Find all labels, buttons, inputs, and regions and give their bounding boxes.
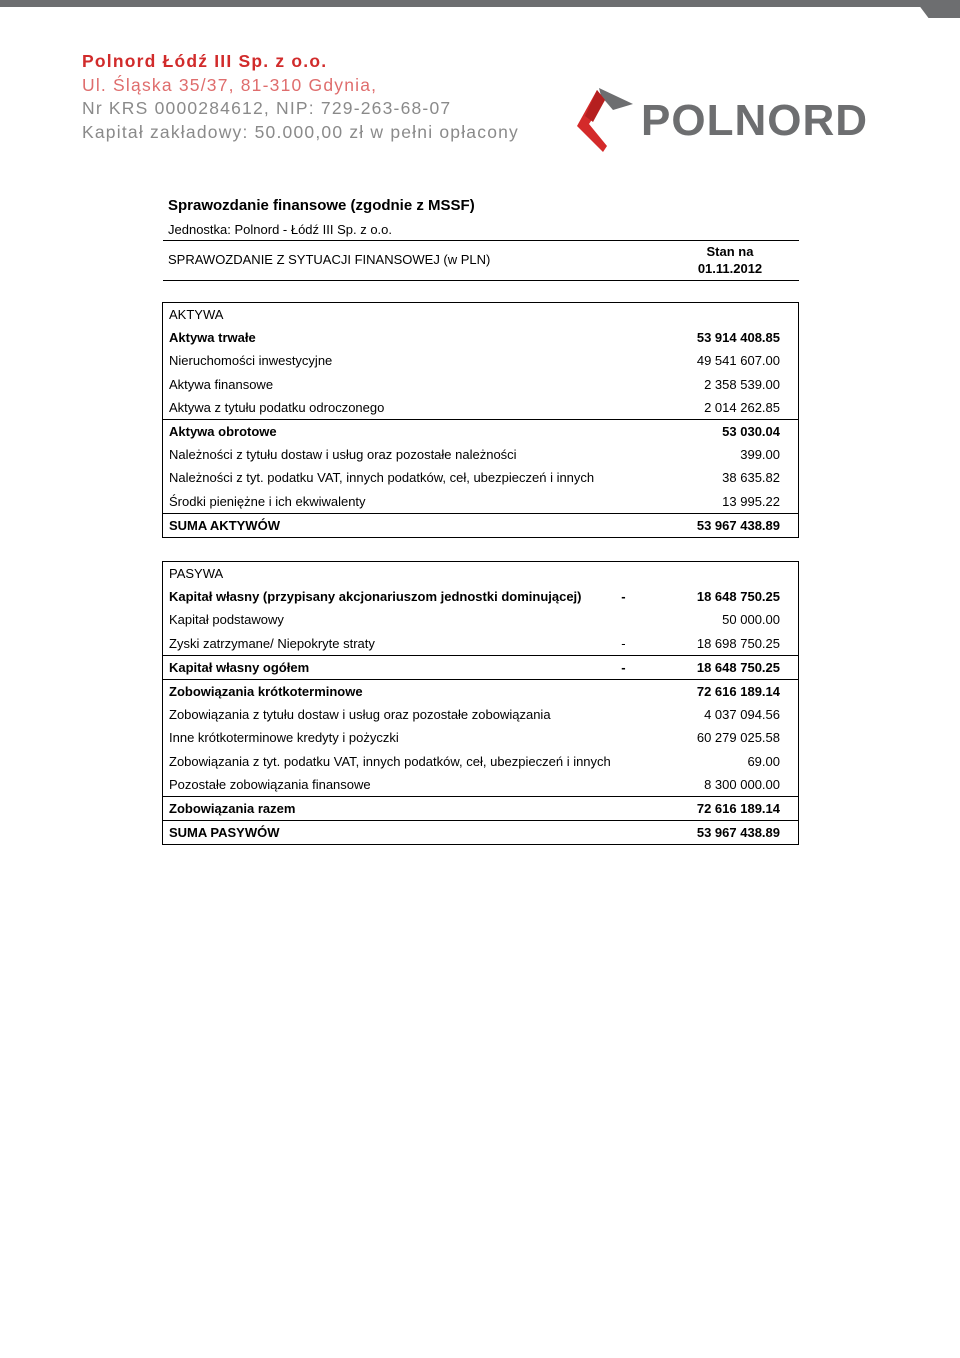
- table-row: [163, 419, 799, 443]
- table-row: [163, 585, 799, 608]
- polnord-logo: [573, 86, 868, 156]
- row-label: Aktywa z tytułu podatku odroczonego: [169, 399, 385, 415]
- top-bar-corner: [915, 0, 960, 18]
- row-label: Kapitał podstawowy: [169, 612, 284, 628]
- row-sign: [594, 513, 624, 537]
- row-label: Zobowiązania krótkoterminowe: [163, 679, 611, 703]
- statement-title: SPRAWOZDANIE Z SYTUACJI FINANSOWEJ (w PLN): [168, 252, 491, 267]
- row-label: Kapitał własny ogółem: [163, 655, 611, 679]
- row-value: 72 616 189.14: [636, 796, 798, 820]
- table-heading: AKTYWA: [169, 307, 224, 323]
- row-sign: [594, 326, 624, 349]
- table-row: [163, 466, 799, 489]
- table-row: [163, 326, 799, 349]
- row-value: 38 635.82: [722, 470, 780, 486]
- liabilities-table: [162, 561, 799, 845]
- row-value: 18 698 750.25: [696, 635, 780, 651]
- assets-table: [162, 302, 799, 538]
- table-row: [163, 490, 799, 514]
- polnord-arrow-logo-icon: [573, 86, 635, 154]
- table-row: [163, 373, 799, 396]
- row-value: 8 300 000.00: [704, 776, 780, 792]
- row-value: 53 967 438.89: [636, 821, 798, 845]
- row-label: Zobowiązania razem: [163, 796, 611, 820]
- row-label: Należności z tyt. podatku VAT, innych podatków, ceł, ubezpieczeń i innych: [169, 470, 595, 486]
- row-value: 4 037 094.56: [704, 707, 780, 723]
- row-sign: -: [621, 589, 626, 605]
- row-sign: [611, 821, 636, 845]
- row-sign: [594, 373, 624, 396]
- row-value: 18 648 750.25: [636, 655, 798, 679]
- row-value: 2 358 539.00: [704, 376, 780, 392]
- company-header: [82, 50, 519, 144]
- table-row: [163, 349, 799, 372]
- company-name: Polnord Łódź III Sp. z o.o.: [82, 51, 328, 71]
- row-label: Aktywa trwałe: [169, 330, 256, 346]
- row-label: Środki pieniężne i ich ekwiwalenty: [169, 493, 366, 509]
- table-row: [163, 655, 799, 679]
- table-row: [163, 679, 799, 703]
- row-value: 53 914 408.85: [696, 330, 780, 346]
- row-value: 2 014 262.85: [704, 399, 780, 415]
- report-date: 01.11.2012: [697, 261, 763, 276]
- company-registry: Nr KRS 0000284612, NIP: 729-263-68-07: [82, 98, 452, 118]
- table-row: [163, 513, 799, 537]
- table-heading-row: [163, 562, 799, 586]
- reporting-unit: Jednostka: Polnord - Łódź III Sp. z o.o.: [168, 222, 393, 237]
- row-label: SUMA AKTYWÓW: [163, 513, 595, 537]
- top-bar: [0, 0, 960, 7]
- logo-text: POLNORD: [641, 96, 868, 145]
- row-sign: [594, 419, 624, 443]
- table-row: [163, 726, 799, 749]
- row-label: Kapitał własny (przypisany akcjonariuszom jednostki dominującej): [169, 589, 582, 605]
- table-row: [163, 821, 799, 845]
- row-sign: [611, 608, 636, 631]
- table-heading: PASYWA: [169, 566, 224, 582]
- row-sign: -: [621, 635, 626, 651]
- table-row: [163, 396, 799, 420]
- row-value: 49 541 607.00: [696, 353, 780, 369]
- row-sign: [611, 796, 636, 820]
- row-label: Należności z tytułu dostaw i usług oraz pozostałe należności: [169, 447, 517, 463]
- table-row: [163, 750, 799, 773]
- table-row: [163, 796, 799, 820]
- row-value: 53 967 438.89: [624, 513, 798, 537]
- row-value: 69.00: [747, 753, 780, 769]
- row-sign: [611, 726, 636, 749]
- row-sign: [611, 679, 636, 703]
- report-title: Sprawozdanie finansowe (zgodnie z MSSF): [168, 197, 475, 214]
- row-sign: [611, 750, 636, 773]
- row-sign: [594, 396, 624, 420]
- row-label: SUMA PASYWÓW: [163, 821, 611, 845]
- row-label: Zobowiązania z tytułu dostaw i usług oraz pozostałe zobowiązania: [169, 707, 551, 723]
- row-label: Zyski zatrzymane/ Niepokryte straty: [169, 635, 375, 651]
- row-sign: [611, 703, 636, 726]
- header-rule-top: [163, 240, 799, 241]
- table-row: [163, 608, 799, 631]
- row-label: Aktywa obrotowe: [163, 419, 595, 443]
- header-rule-bottom: [163, 280, 799, 281]
- row-label: Pozostałe zobowiązania finansowe: [169, 776, 371, 792]
- row-value: 60 279 025.58: [696, 730, 780, 746]
- row-sign: [594, 466, 624, 489]
- row-sign: [594, 349, 624, 372]
- table-row: [163, 773, 799, 797]
- row-value: 399.00: [740, 447, 780, 463]
- row-value: 72 616 189.14: [636, 679, 798, 703]
- row-label: Zobowiązania z tyt. podatku VAT, innych podatków, ceł, ubezpieczeń i innych: [169, 753, 611, 769]
- row-label: Inne krótkoterminowe kredyty i pożyczki: [169, 730, 399, 746]
- row-sign: [594, 490, 624, 514]
- stan-na-label: Stan na: [706, 244, 754, 259]
- row-value: 50 000.00: [722, 612, 780, 628]
- table-heading-row: [163, 303, 799, 327]
- row-sign: [594, 443, 624, 466]
- table-row: [163, 632, 799, 656]
- row-value: 13 995.22: [722, 493, 780, 509]
- row-label: Nieruchomości inwestycyjne: [169, 353, 333, 369]
- company-address: Ul. Śląska 35/37, 81-310 Gdynia,: [82, 74, 378, 95]
- table-row: [163, 443, 799, 466]
- company-capital: Kapitał zakładowy: 50.000,00 zł w pełni opłacony: [82, 121, 520, 142]
- row-value: 18 648 750.25: [696, 589, 780, 605]
- table-row: [163, 703, 799, 726]
- row-sign: [611, 773, 636, 797]
- row-sign: -: [611, 655, 636, 679]
- row-label: Aktywa finansowe: [169, 376, 274, 392]
- row-value: 53 030.04: [624, 419, 798, 443]
